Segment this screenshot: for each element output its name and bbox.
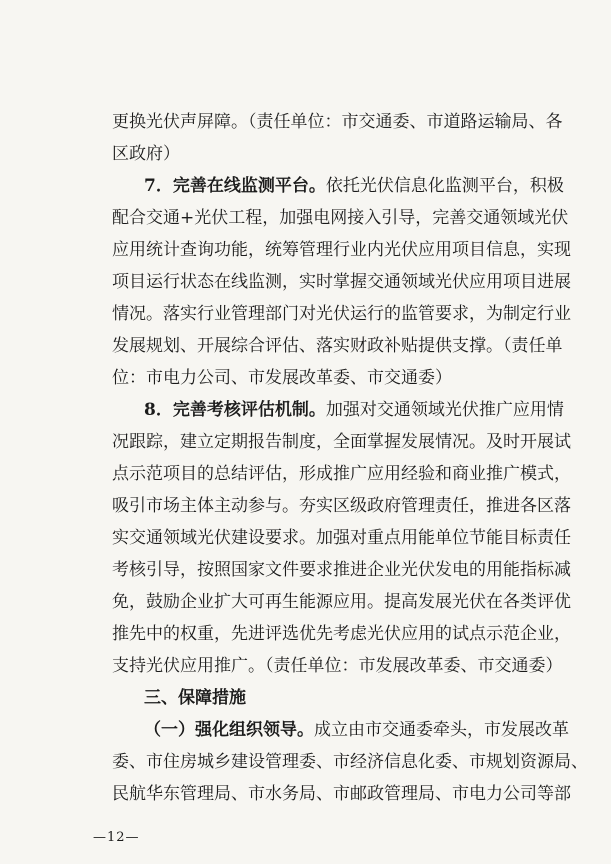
item-heading: 8．完善考核评估机制。 [144,400,326,420]
page-number: —12— [93,830,140,845]
text-line: 点示范项目的总结评估，形成推广应用经验和商业推广模式， [112,464,571,484]
text-run: 依托光伏信息化监测平台，积极 [325,176,564,196]
item-heading: （一）强化组织领导。 [144,720,314,740]
text-line: 更换光伏声屏障。（责任单位：市交通委、市道路运输局、各 [112,112,563,132]
text-line: 实交通领域光伏建设要求。加强对重点用能单位节能目标责任 [112,528,571,548]
item-heading: 7．完善在线监测平台。 [144,176,326,196]
text-line: 应用统计查询功能，统筹管理行业内光伏应用项目信息，实现 [112,240,571,260]
text-line: 配合交通+光伏工程，加强电网接入引导，完善交通领域光伏 [112,208,569,228]
text-line: 考核引导，按照国家文件要求推进企业光伏发电的用能指标减 [112,560,571,580]
text-line: 支持光伏应用推广。（责任单位：市发展改革委、市交通委） [112,656,563,676]
text-run: 成立由市交通委牵头，市发展改革 [314,720,569,740]
text-line: 区政府） [112,144,180,164]
text-line: 项目运行状态在线监测，实时掌握交通领域光伏应用项目进展 [112,272,571,292]
paragraph-8 [144,400,564,420]
text-line: 民航华东管理局、市水务局、市邮政管理局、市电力公司等部 [112,784,571,804]
text-line: 情况。落实行业管理部门对光伏运行的监管要求，为制定行业 [112,304,571,324]
text-line: 发展规划、开展综合评估、落实财政补贴提供支撑。（责任单 [112,336,563,356]
paragraph-org [144,720,569,740]
text-line: 位：市电力公司、市发展改革委、市交通委） [112,368,452,388]
text-line: 推先中的权重，先进评选优先考虑光伏应用的试点示范企业， [112,624,571,644]
text-run: 加强对交通领域光伏推广应用情 [325,400,564,420]
text-line: 免，鼓励企业扩大可再生能源应用。提高发展光伏在各类评优 [112,592,571,612]
text-line: 吸引市场主体主动参与。夯实区级政府管理责任，推进各区落 [112,496,571,516]
section-heading: 三、保障措施 [144,688,246,708]
text-line: 委、市住房城乡建设管理委、市经济信息化委、市规划资源局、 [112,752,588,772]
text-line: 况跟踪，建立定期报告制度，全面掌握发展情况。及时开展试 [112,432,571,452]
paragraph-7 [144,176,564,196]
